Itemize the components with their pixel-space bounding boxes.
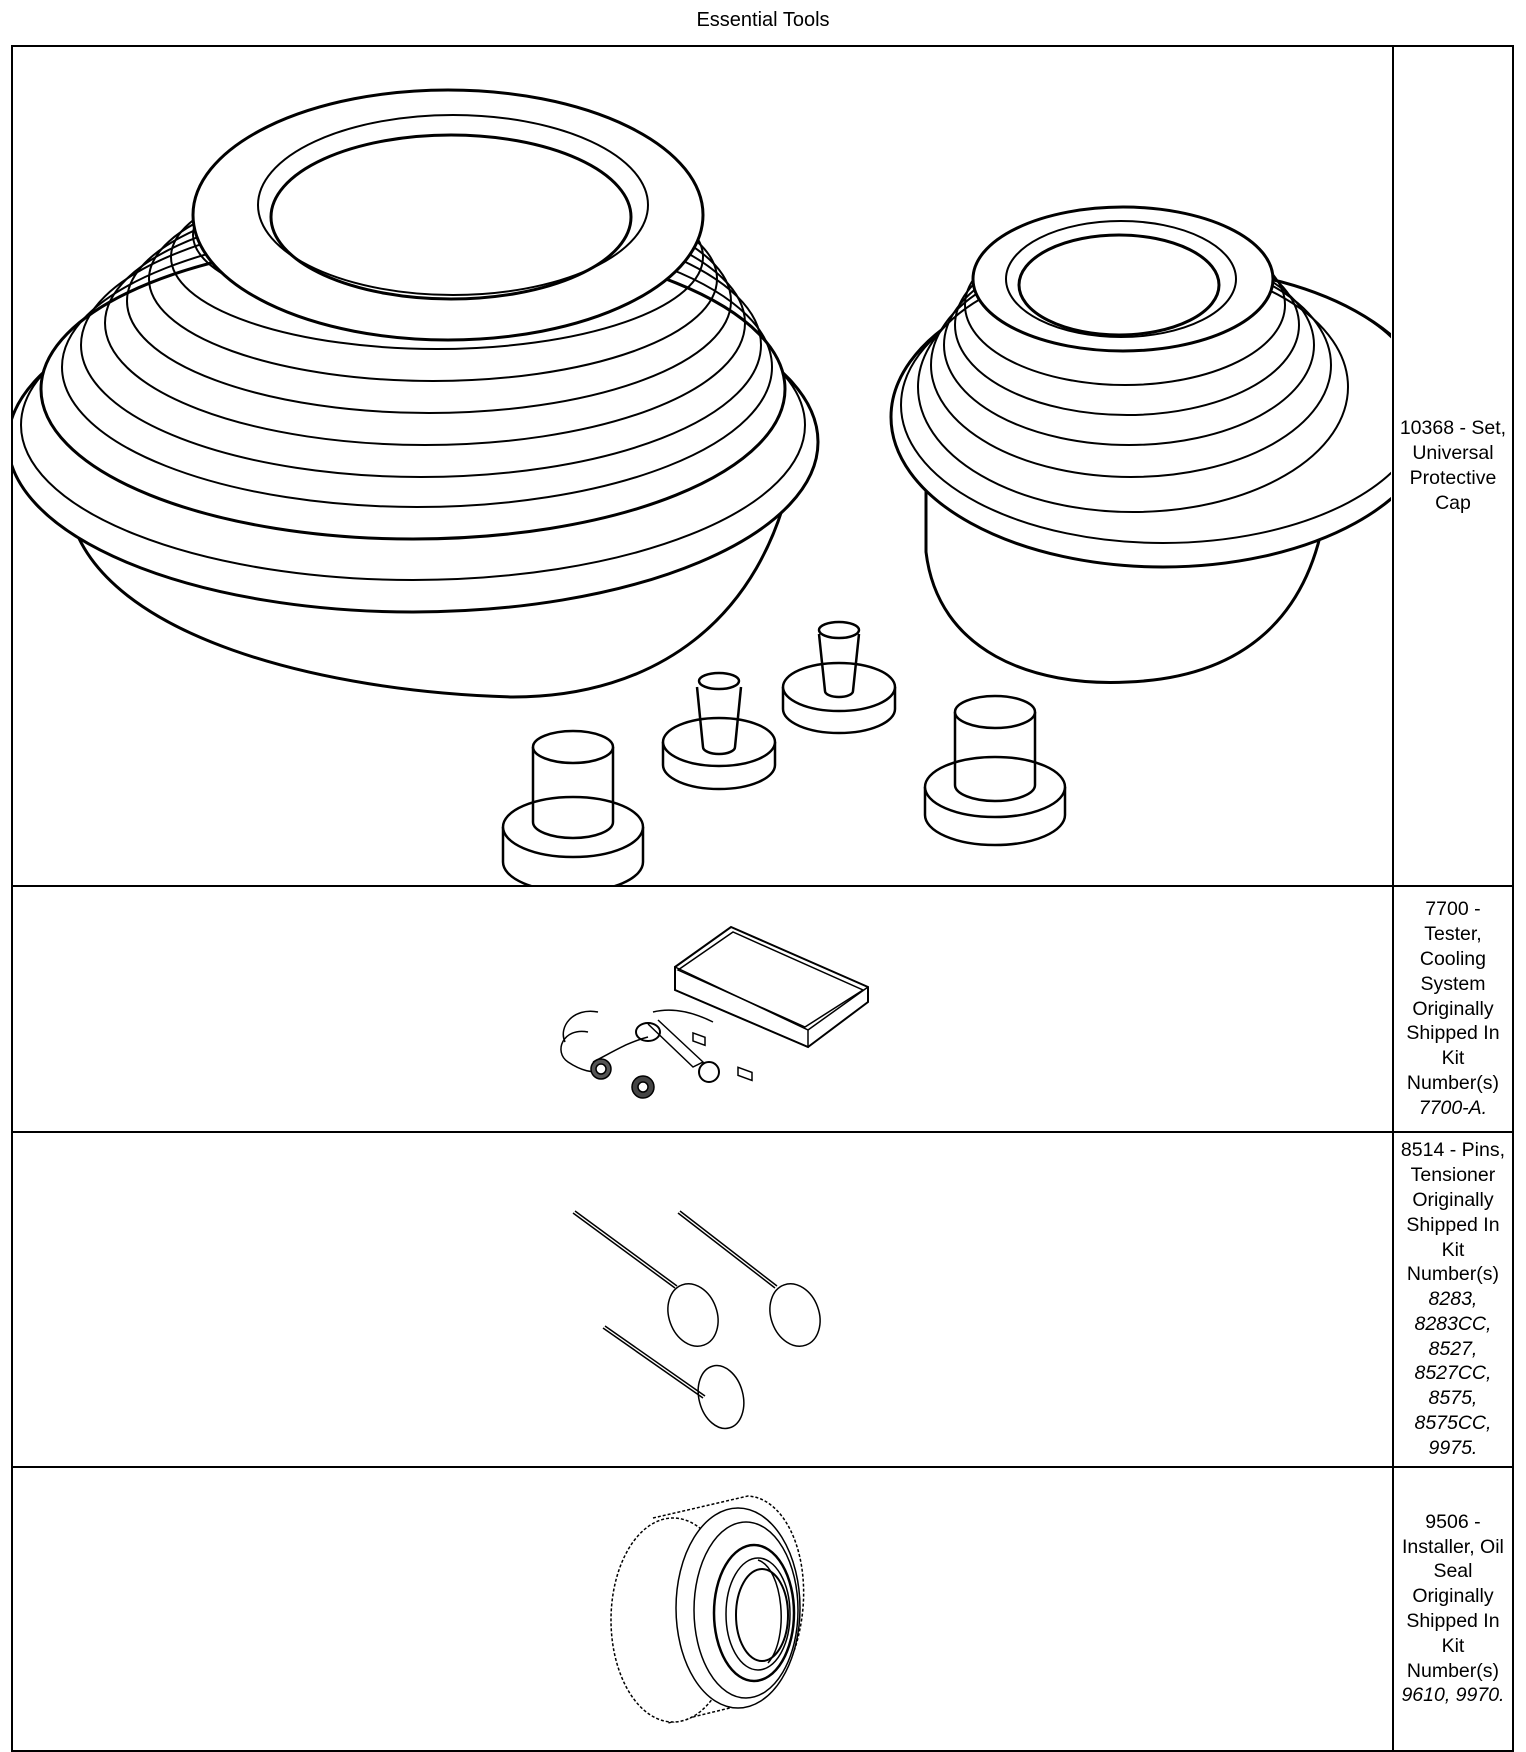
description-line: Kit: [1441, 1047, 1465, 1070]
page-title: Essential Tools: [696, 9, 830, 31]
kit-number: 8283CC,: [1414, 1312, 1492, 1335]
description-line: Installer, Oil: [1402, 1535, 1504, 1558]
description-line: Shipped In: [1406, 1610, 1500, 1632]
description-line: Protective: [1409, 467, 1497, 489]
description-line: Kit: [1441, 1634, 1465, 1657]
description-line: System: [1420, 972, 1486, 995]
cooling-system-tester-icon: [553, 912, 873, 1107]
kit-number: 7700-A.: [1418, 1096, 1488, 1119]
description-line: Number(s): [1406, 1659, 1499, 1682]
tool-image-cell: [12, 1467, 1393, 1751]
description-line: Number(s): [1406, 1071, 1499, 1094]
description-line: 7700 -: [1425, 898, 1481, 921]
description-line: Originally: [1412, 1585, 1494, 1608]
description-line: Originally: [1412, 1188, 1494, 1211]
description-line: Shipped In: [1406, 1022, 1500, 1045]
description-line: Number(s): [1406, 1263, 1499, 1286]
tool-row-9506: [12, 1467, 1513, 1751]
description-line: Kit: [1441, 1238, 1465, 1261]
description-line: Tester,: [1424, 923, 1482, 946]
description-line: Seal: [1433, 1560, 1473, 1583]
tool-row-7700: [12, 886, 1513, 1132]
description-line: Cap: [1435, 491, 1471, 514]
description-line: Tensioner: [1410, 1164, 1496, 1187]
kit-number: 9610, 9970.: [1401, 1684, 1505, 1707]
essential-tools-table: [11, 45, 1514, 1752]
universal-protective-cap-set-icon: [13, 47, 1391, 885]
kit-number: 8575CC,: [1414, 1412, 1492, 1435]
tool-description-cell: [1393, 886, 1513, 1132]
description-line: 8514 - Pins,: [1400, 1139, 1505, 1162]
tool-row-10368: [12, 46, 1513, 886]
tensioner-pins-icon: [563, 1203, 843, 1433]
description-line: Cooling: [1419, 948, 1487, 970]
description-line: Universal: [1412, 442, 1494, 465]
kit-number: 9975.: [1428, 1436, 1478, 1459]
tool-image-cell: [12, 46, 1393, 886]
tool-row-8514: [12, 1132, 1513, 1467]
tool-description-cell: [1393, 46, 1513, 886]
kit-number: 8575,: [1428, 1387, 1478, 1410]
kit-number: 8283,: [1428, 1288, 1478, 1311]
tool-description-cell: [1393, 1132, 1513, 1467]
description-line: Originally: [1412, 997, 1494, 1020]
tool-image-cell: [12, 1132, 1393, 1467]
kit-number: 8527,: [1428, 1337, 1478, 1360]
description-line: Shipped In: [1406, 1213, 1500, 1236]
kit-number: 8527CC,: [1414, 1362, 1492, 1385]
oil-seal-installer-icon: [608, 1488, 818, 1728]
description-line: 10368 - Set,: [1399, 417, 1507, 440]
tool-description-cell: [1393, 1467, 1513, 1751]
tool-image-cell: [12, 886, 1393, 1132]
description-line: 9506 -: [1425, 1510, 1481, 1533]
